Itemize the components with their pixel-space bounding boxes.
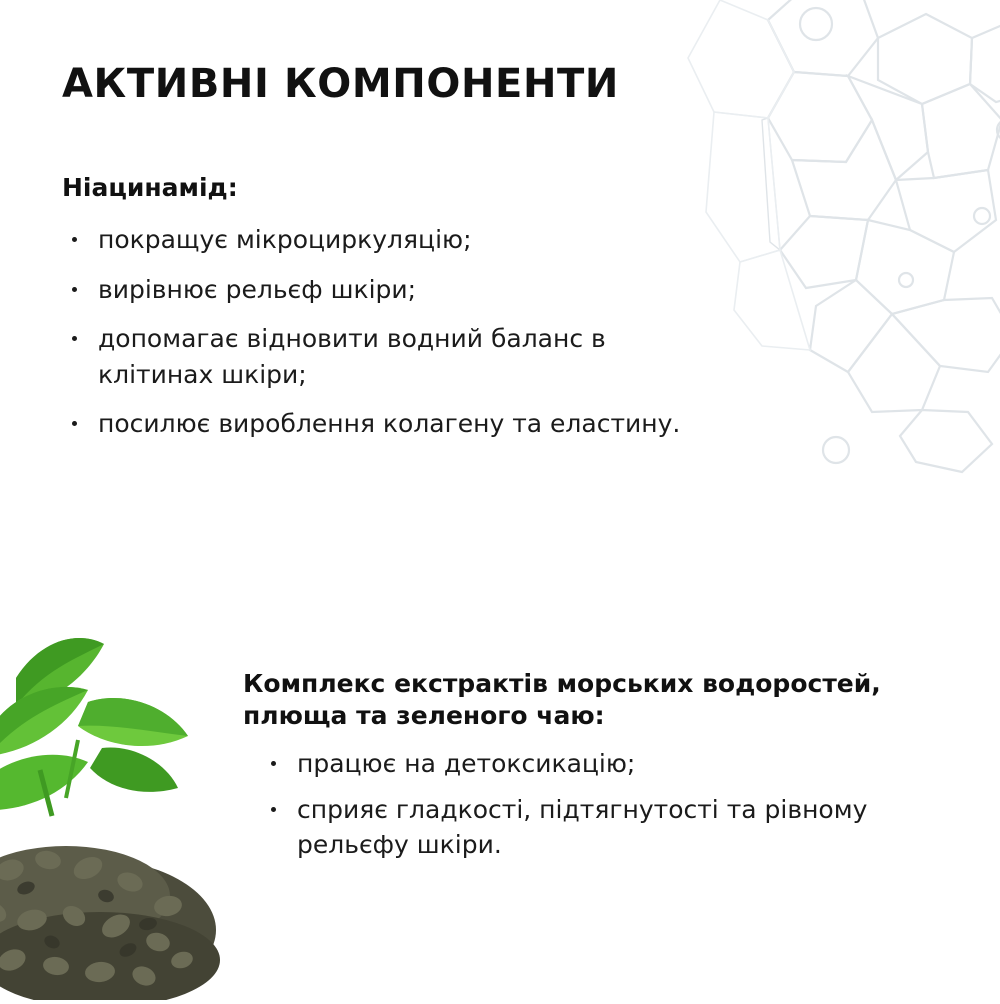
list-item bbox=[62, 406, 682, 442]
list-item-label: сприяє гладкості, підтягнутості та рівному рельєфу шкіри. bbox=[297, 794, 868, 859]
list-item-label: працює на детоксикацію; bbox=[297, 749, 636, 778]
bullet-dot-icon bbox=[271, 807, 276, 812]
bullet-list bbox=[62, 222, 682, 442]
list-item bbox=[62, 222, 682, 258]
list-item-label: вирівнює рельєф шкіри; bbox=[98, 274, 417, 304]
section-heading: Ніацинамід: bbox=[62, 173, 238, 202]
bullet-dot-icon bbox=[72, 287, 77, 292]
bullet-dot-icon bbox=[72, 421, 77, 426]
bullet-list bbox=[243, 746, 943, 863]
list-item bbox=[62, 321, 682, 392]
list-item bbox=[261, 792, 943, 863]
page-title: АКТИВНІ КОМПОНЕНТИ bbox=[62, 61, 620, 107]
list-item bbox=[62, 272, 682, 308]
tea-pile bbox=[0, 846, 220, 1000]
green-tea-leaves-illustration bbox=[0, 620, 242, 1000]
bullet-dot-icon bbox=[271, 761, 276, 766]
section-seaweed-complex bbox=[243, 668, 943, 873]
bullet-dot-icon bbox=[72, 336, 77, 341]
list-item-label: посилює вироблення колагену та еластину. bbox=[98, 409, 681, 438]
list-item-label: допомагає відновити водний баланс в клітинах шкіри; bbox=[98, 324, 606, 389]
section-niacinamide bbox=[62, 172, 682, 456]
list-item bbox=[261, 746, 943, 782]
leaf-group bbox=[0, 638, 188, 816]
section-heading: Комплекс екстрактів морських водоростей, плюща та зеленого чаю: bbox=[243, 669, 881, 730]
list-item-label: покращує мікроциркуляцію; bbox=[98, 225, 472, 254]
bullet-dot-icon bbox=[72, 237, 77, 242]
